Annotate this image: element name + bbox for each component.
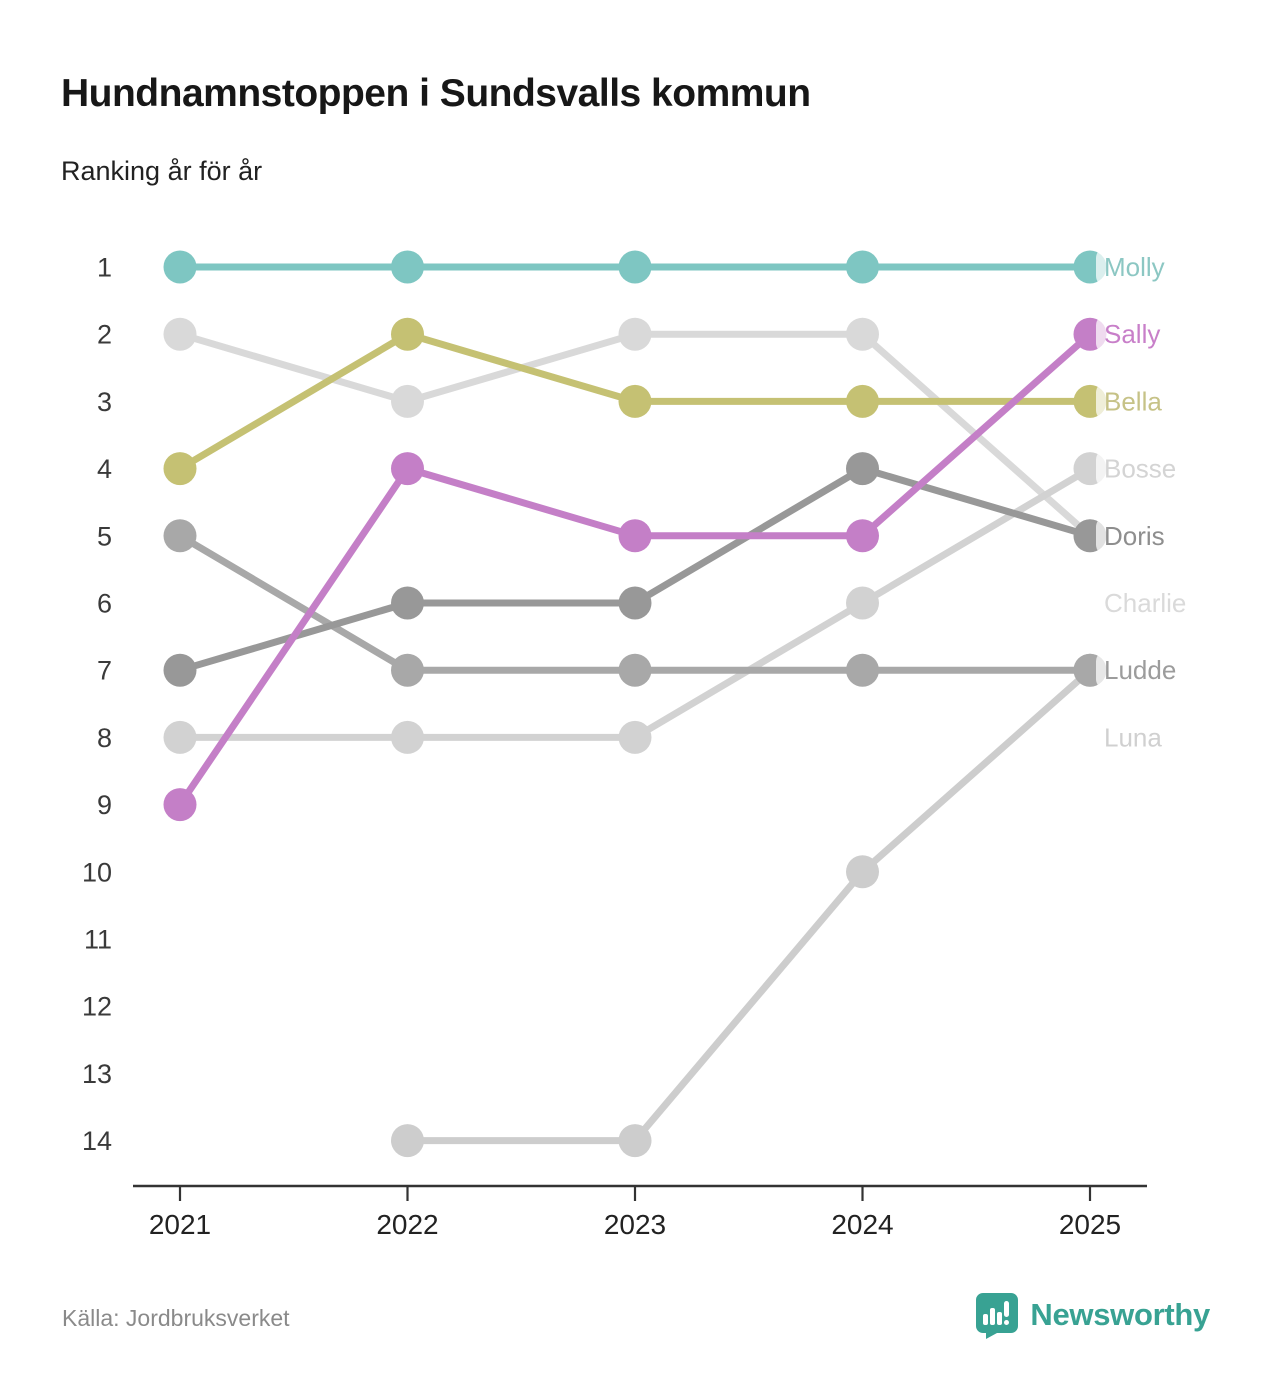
data-point-bella-2021 [164,452,197,485]
x-tick-label-2021: 2021 [148,1209,212,1240]
data-point-charlie-2021 [164,318,197,351]
chart-title: Hundnamnstoppen i Sundsvalls kommun [61,72,811,115]
series-label-charlie: Charlie [1104,588,1187,618]
series-label-molly: Molly [1104,252,1165,282]
y-tick-label-11: 11 [83,924,112,955]
data-point-charlie-2022 [391,385,424,418]
data-point-molly-2021 [164,251,197,284]
data-point-ludde-2021 [164,519,197,552]
y-tick-label-4: 4 [96,454,112,485]
data-point-bosse-2023 [619,721,652,754]
y-tick-label-14: 14 [81,1126,112,1157]
y-tick-label-9: 9 [96,790,112,821]
chart-subtitle: Ranking år för år [61,156,263,186]
data-point-doris-2024 [846,452,879,485]
series-label-bella: Bella [1104,386,1162,417]
brand-logo [974,1291,1210,1339]
x-tick-label-2025: 2025 [1058,1209,1122,1240]
data-point-doris-2022 [391,587,424,620]
y-tick-label-10: 10 [81,857,112,888]
series-label-luna: Luna [1104,722,1162,753]
data-point-bosse-2022 [391,721,424,754]
data-point-bella-2022 [391,318,424,351]
data-point-luna-2024 [846,855,879,888]
data-point-ludde-2023 [619,654,652,687]
y-tick-label-5: 5 [96,521,112,552]
data-point-sally-2022 [391,452,424,485]
y-tick-label-8: 8 [96,722,112,753]
x-tick-label-2023: 2023 [603,1209,667,1240]
data-point-bella-2024 [846,385,879,418]
data-point-luna-2022 [391,1124,424,1157]
data-point-doris-2023 [619,587,652,620]
series-label-bosse: Bosse [1104,453,1177,484]
y-tick-label-13: 13 [81,1058,112,1089]
data-point-ludde-2022 [391,654,424,687]
data-point-charlie-2023 [619,318,652,351]
data-point-luna-2023 [619,1124,652,1157]
y-tick-label-1: 1 [96,252,112,283]
y-tick-label-7: 7 [96,655,112,686]
brand-name: Newsworthy [1030,1297,1210,1332]
data-point-bosse-2024 [846,587,879,620]
y-tick-label-6: 6 [96,588,112,619]
data-point-sally-2023 [619,519,652,552]
y-tick-label-2: 2 [96,319,112,350]
data-point-molly-2023 [619,251,652,284]
data-point-bella-2023 [619,385,652,418]
data-point-sally-2024 [846,519,879,552]
series-label-ludde: Ludde [1104,655,1177,686]
series-line-doris [180,469,1090,671]
y-tick-label-12: 12 [81,991,112,1022]
series-label-sally: Sally [1104,319,1161,350]
data-point-sally-2021 [164,788,197,821]
data-point-molly-2024 [846,251,879,284]
source-note: Källa: Jordbruksverket [62,1305,290,1331]
x-tick-label-2024: 2024 [831,1209,894,1240]
y-tick-label-3: 3 [96,386,112,417]
series-label-doris: Doris [1104,520,1165,551]
series-line-charlie [180,334,1090,536]
data-point-ludde-2024 [846,654,879,687]
data-point-molly-2022 [391,251,424,284]
newsworthy-icon [974,1291,1020,1339]
x-tick-label-2022: 2022 [376,1209,439,1240]
data-point-doris-2021 [164,654,197,687]
data-point-charlie-2024 [846,318,879,351]
data-point-bosse-2021 [164,721,197,754]
